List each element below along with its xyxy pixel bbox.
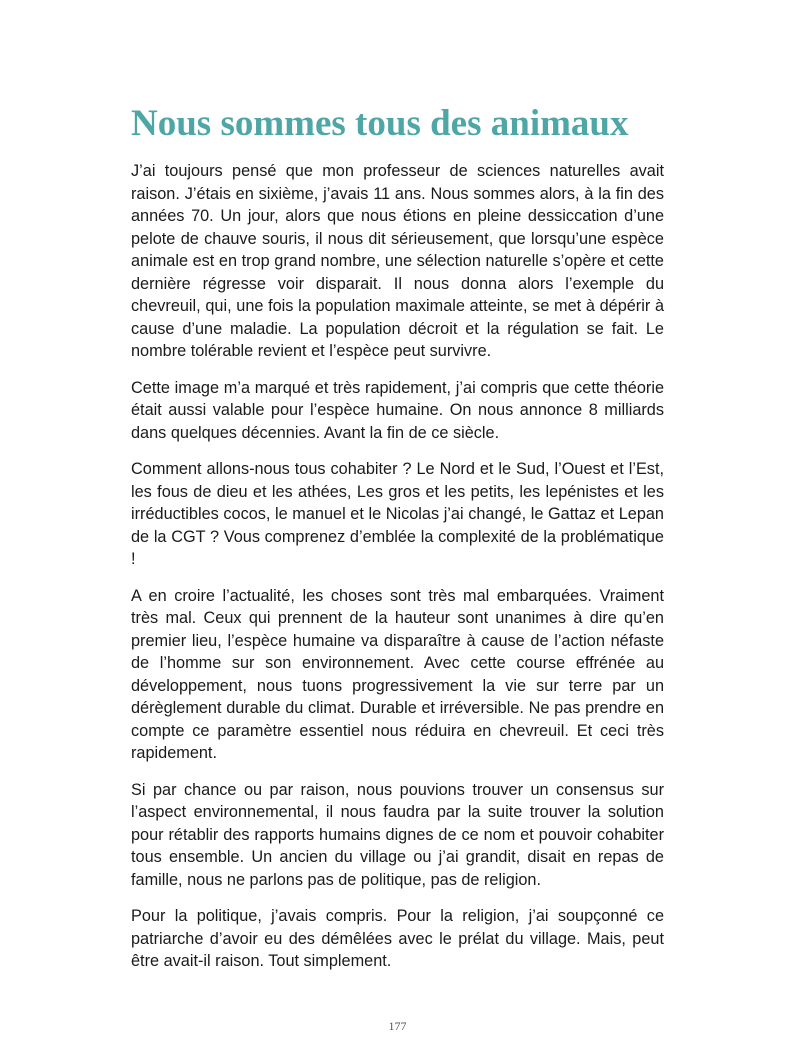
chapter-title: Nous sommes tous des animaux bbox=[131, 103, 629, 144]
page-number: 177 bbox=[388, 1019, 407, 1033]
paragraph: Si par chance ou par raison, nous pouvions trouver un consensus sur l’aspect environnemental, il nous faudra par la suite trouver la solution pour rétablir des rapports humains dignes de ce nom et pouvoir cohabiter tous ensemble. Un ancien du village ou j’ai grandit, disait en repas de famille, nous ne parlons pas de politique, pas de religion. bbox=[131, 780, 664, 889]
paragraph: Pour la politique, j’avais compris. Pour la religion, j’ai soupçonné ce patriarche d’avoir eu des démêlées avec le prélat du village. Mais, peut être avait-il raison. Tout simplement. bbox=[131, 907, 664, 970]
paragraph: A en croire l’actualité, les choses sont très mal embarquées. Vraiment très mal. Ceux qui prennent de la hauteur sont unanimes à dire qu’en premier lieu, l’espèce humaine va disparaître à cause de l’action néfaste de l’homme sur son environnement. Avec cette course effrénée au développement, nous tuons progressivement la vie sur terre par un dérèglement durable du climat. Durable et irréversible. Ne pas prendre en compte ce paramètre essentiel nous réduira en chevreuil. Et ceci très rapidement. bbox=[131, 586, 664, 762]
paragraph: Comment allons-nous tous cohabiter ? Le Nord et le Sud, l’Ouest et l’Est, les fous de dieu et les athées, Les gros et les petits, les lepénistes et les irréductibles cocos, le manuel et le Nicolas j’ai changé, le Gattaz et Lepan de la CGT ? Vous comprenez d’emblée la complexité de la problématique ! bbox=[131, 460, 664, 568]
paragraph: Cette image m’a marqué et très rapidement, j’ai compris que cette théorie était aussi valable pour l’espèce humaine. On nous annonce 8 milliards dans quelques décennies. Avant la fin de ce siècle. bbox=[131, 378, 664, 442]
paragraph: J’ai toujours pensé que mon professeur de sciences naturelles avait raison. J’étais en sixième, j’avais 11 ans. Nous sommes alors, à la fin des années 70. Un jour, alors que nous étions en pleine dessiccation d’une pelote de chauve souris, il nous dit sérieusement, que lorsqu’une espèce animale est en trop grand nombre, une sélection naturelle s’opère et cette dernière régresse voir disparait. Il nous donna alors l’exemple du chevreuil, qui, une fois la population maximale atteinte, se met à dépérir à cause d’une maladie. La population décroit et la régulation se fait. Le nombre tolérable revient et l’espèce peut survivre. bbox=[131, 162, 664, 360]
chapter-body bbox=[131, 160, 664, 987]
